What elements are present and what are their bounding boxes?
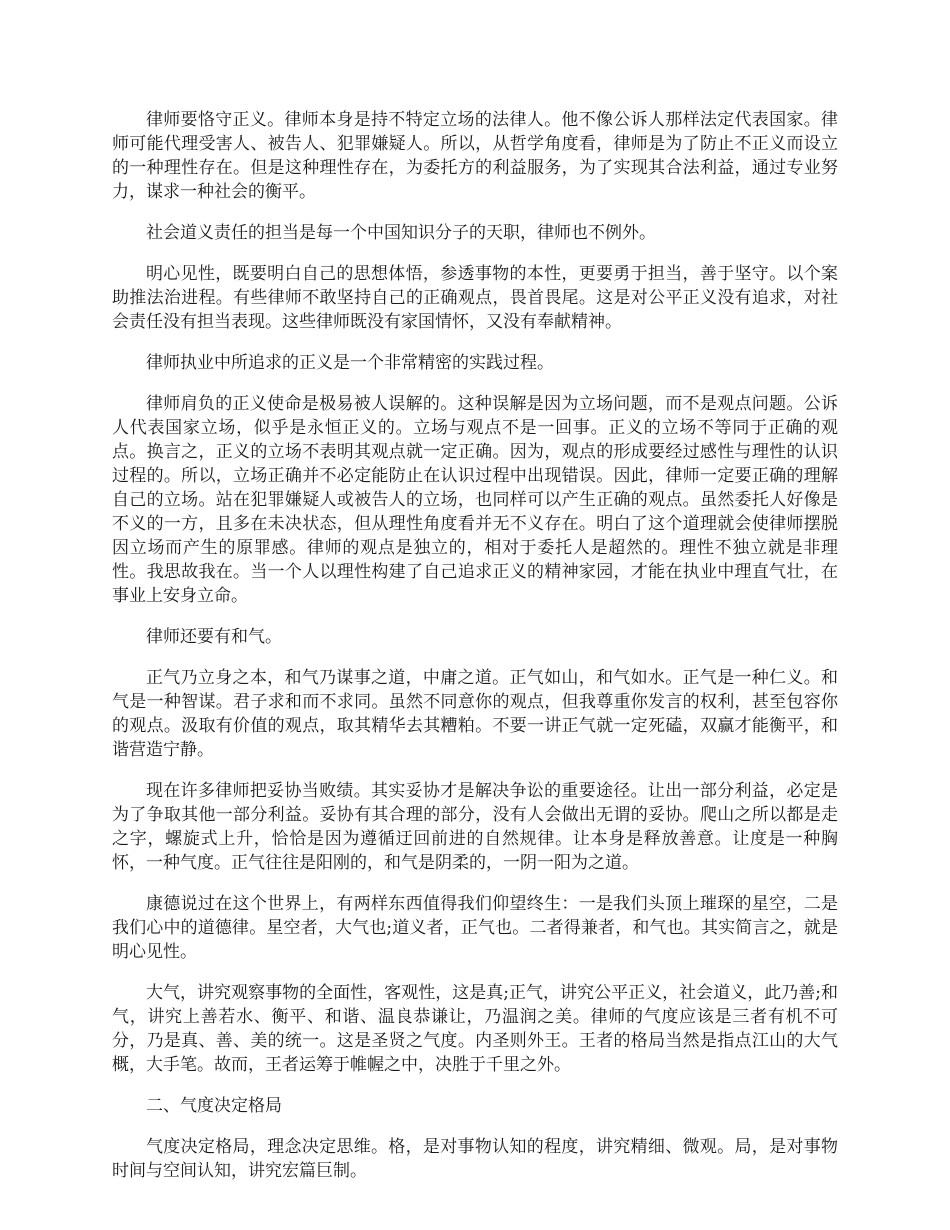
paragraph-pattern: 气度决定格局，理念决定思维。格，是对事物认知的程度，讲究精细、微观。局，是对事物时间与空间认知，讲究宏篇巨制。 bbox=[112, 1137, 838, 1181]
paragraph-mind-insight: 明心见性，既要明白自己的思想体悟，参透事物的本性，更要勇于担当，善于坚守。以个案助推法治进程。有些律师不敢坚持自己的正确观点，畏首畏尾。这是对公平正义没有追求，对社会责任没有担当表现。这些律师既没有家国情怀，又没有奉献精神。 bbox=[112, 264, 838, 332]
document-page bbox=[112, 108, 838, 1200]
paragraph-misunderstood-mission: 律师肩负的正义使命是极易被人误解的。这种误解是因为立场问题，而不是观点问题。公诉人代表国家立场，似乎是永恒正义的。立场与观点不是一回事。正义的立场不等同于正确的观点。换言之，正义的立场不表明其观点就一定正确。因为，观点的形成要经过感性与理性的认识过程的。所以，立场正确并不必定能防止在认识过程中出现错误。因此，律师一定要正确的理解自己的立场。站在犯罪嫌疑人或被告人的立场，也同样可以产生正确的观点。虽然委托人好像是不义的一方，且多在未决状态，但从理性角度看并无不义存在。明白了这个道理就会使律师摆脱因立场而产生的原罪感。律师的观点是独立的，相对于委托人是超然的。理性不独立就是非理性。我思故我在。当一个人以理性构建了自己追求正义的精神家园，才能在执业中理直气壮，在事业上安身立命。 bbox=[112, 394, 838, 606]
paragraph-precise-practice: 律师执业中所追求的正义是一个非常精密的实践过程。 bbox=[146, 353, 554, 373]
paragraph-compromise: 现在许多律师把妥协当败绩。其实妥协才是解决争讼的重要途径。让出一部分利益，必定是为了争取其他一部分利益。妥协有其合理的部分，没有人会做出无谓的妥协。爬山之所以都是走之字，螺旋式上升，恰恰是因为遵循迂回前进的自然规律。让本身是释放善意。让度是一种胸怀，一种气度。正气往往是阳刚的，和气是阴柔的，一阴一阳为之道。 bbox=[112, 781, 838, 873]
paragraph-kant: 康德说过在这个世界上，有两样东西值得我们仰望终生：一是我们头顶上璀琛的星空，二是我们心中的道德律。星空者，大气也;道义者，正气也。二者得兼者，和气也。其实简言之，就是明心见性。 bbox=[112, 894, 838, 962]
paragraph-magnanimity: 大气，讲究观察事物的全面性，客观性，这是真;正气，讲究公平正义，社会道义，此乃善;和气，讲究上善若水、衡平、和谐、温良恭谦让，乃温润之美。律师的气度应该是三者有机不可分，乃是真、善、美的统一。这是圣贤之气度。内圣则外王。王者的格局当然是指点江山的大气概，大手笔。故而，王者运筹于帷幄之中，决胜于千里之外。 bbox=[112, 983, 838, 1075]
paragraph-justice: 律师要恪守正义。律师本身是持不特定立场的法律人。他不像公诉人那样法定代表国家。律师可能代理受害人、被告人、犯罪嫌疑人。所以，从哲学角度看，律师是为了防止不正义而设立的一种理性存在。但是这种理性存在，为委托方的利益服务，为了实现其合法利益，通过专业努力，谋求一种社会的衡平。 bbox=[112, 110, 838, 202]
section-heading: 二、气度决定格局 bbox=[146, 1096, 282, 1116]
paragraph-harmony: 律师还要有和气。 bbox=[146, 627, 282, 647]
paragraph-social-duty: 社会道义责任的担当是每一个中国知识分子的天职，律师也不例外。 bbox=[146, 223, 656, 243]
paragraph-righteousness: 正气乃立身之本，和气乃谋事之道，中庸之道。正气如山，和气如水。正气是一种仁义。和气是一种智谋。君子求和而不求同。虽然不同意你的观点，但我尊重你发言的权利，甚至包容你的观点。汲取有价值的观点，取其精华去其糟粕。不要一讲正气就一定死磕，双赢才能衡平，和谐营造宁静。 bbox=[112, 668, 838, 760]
